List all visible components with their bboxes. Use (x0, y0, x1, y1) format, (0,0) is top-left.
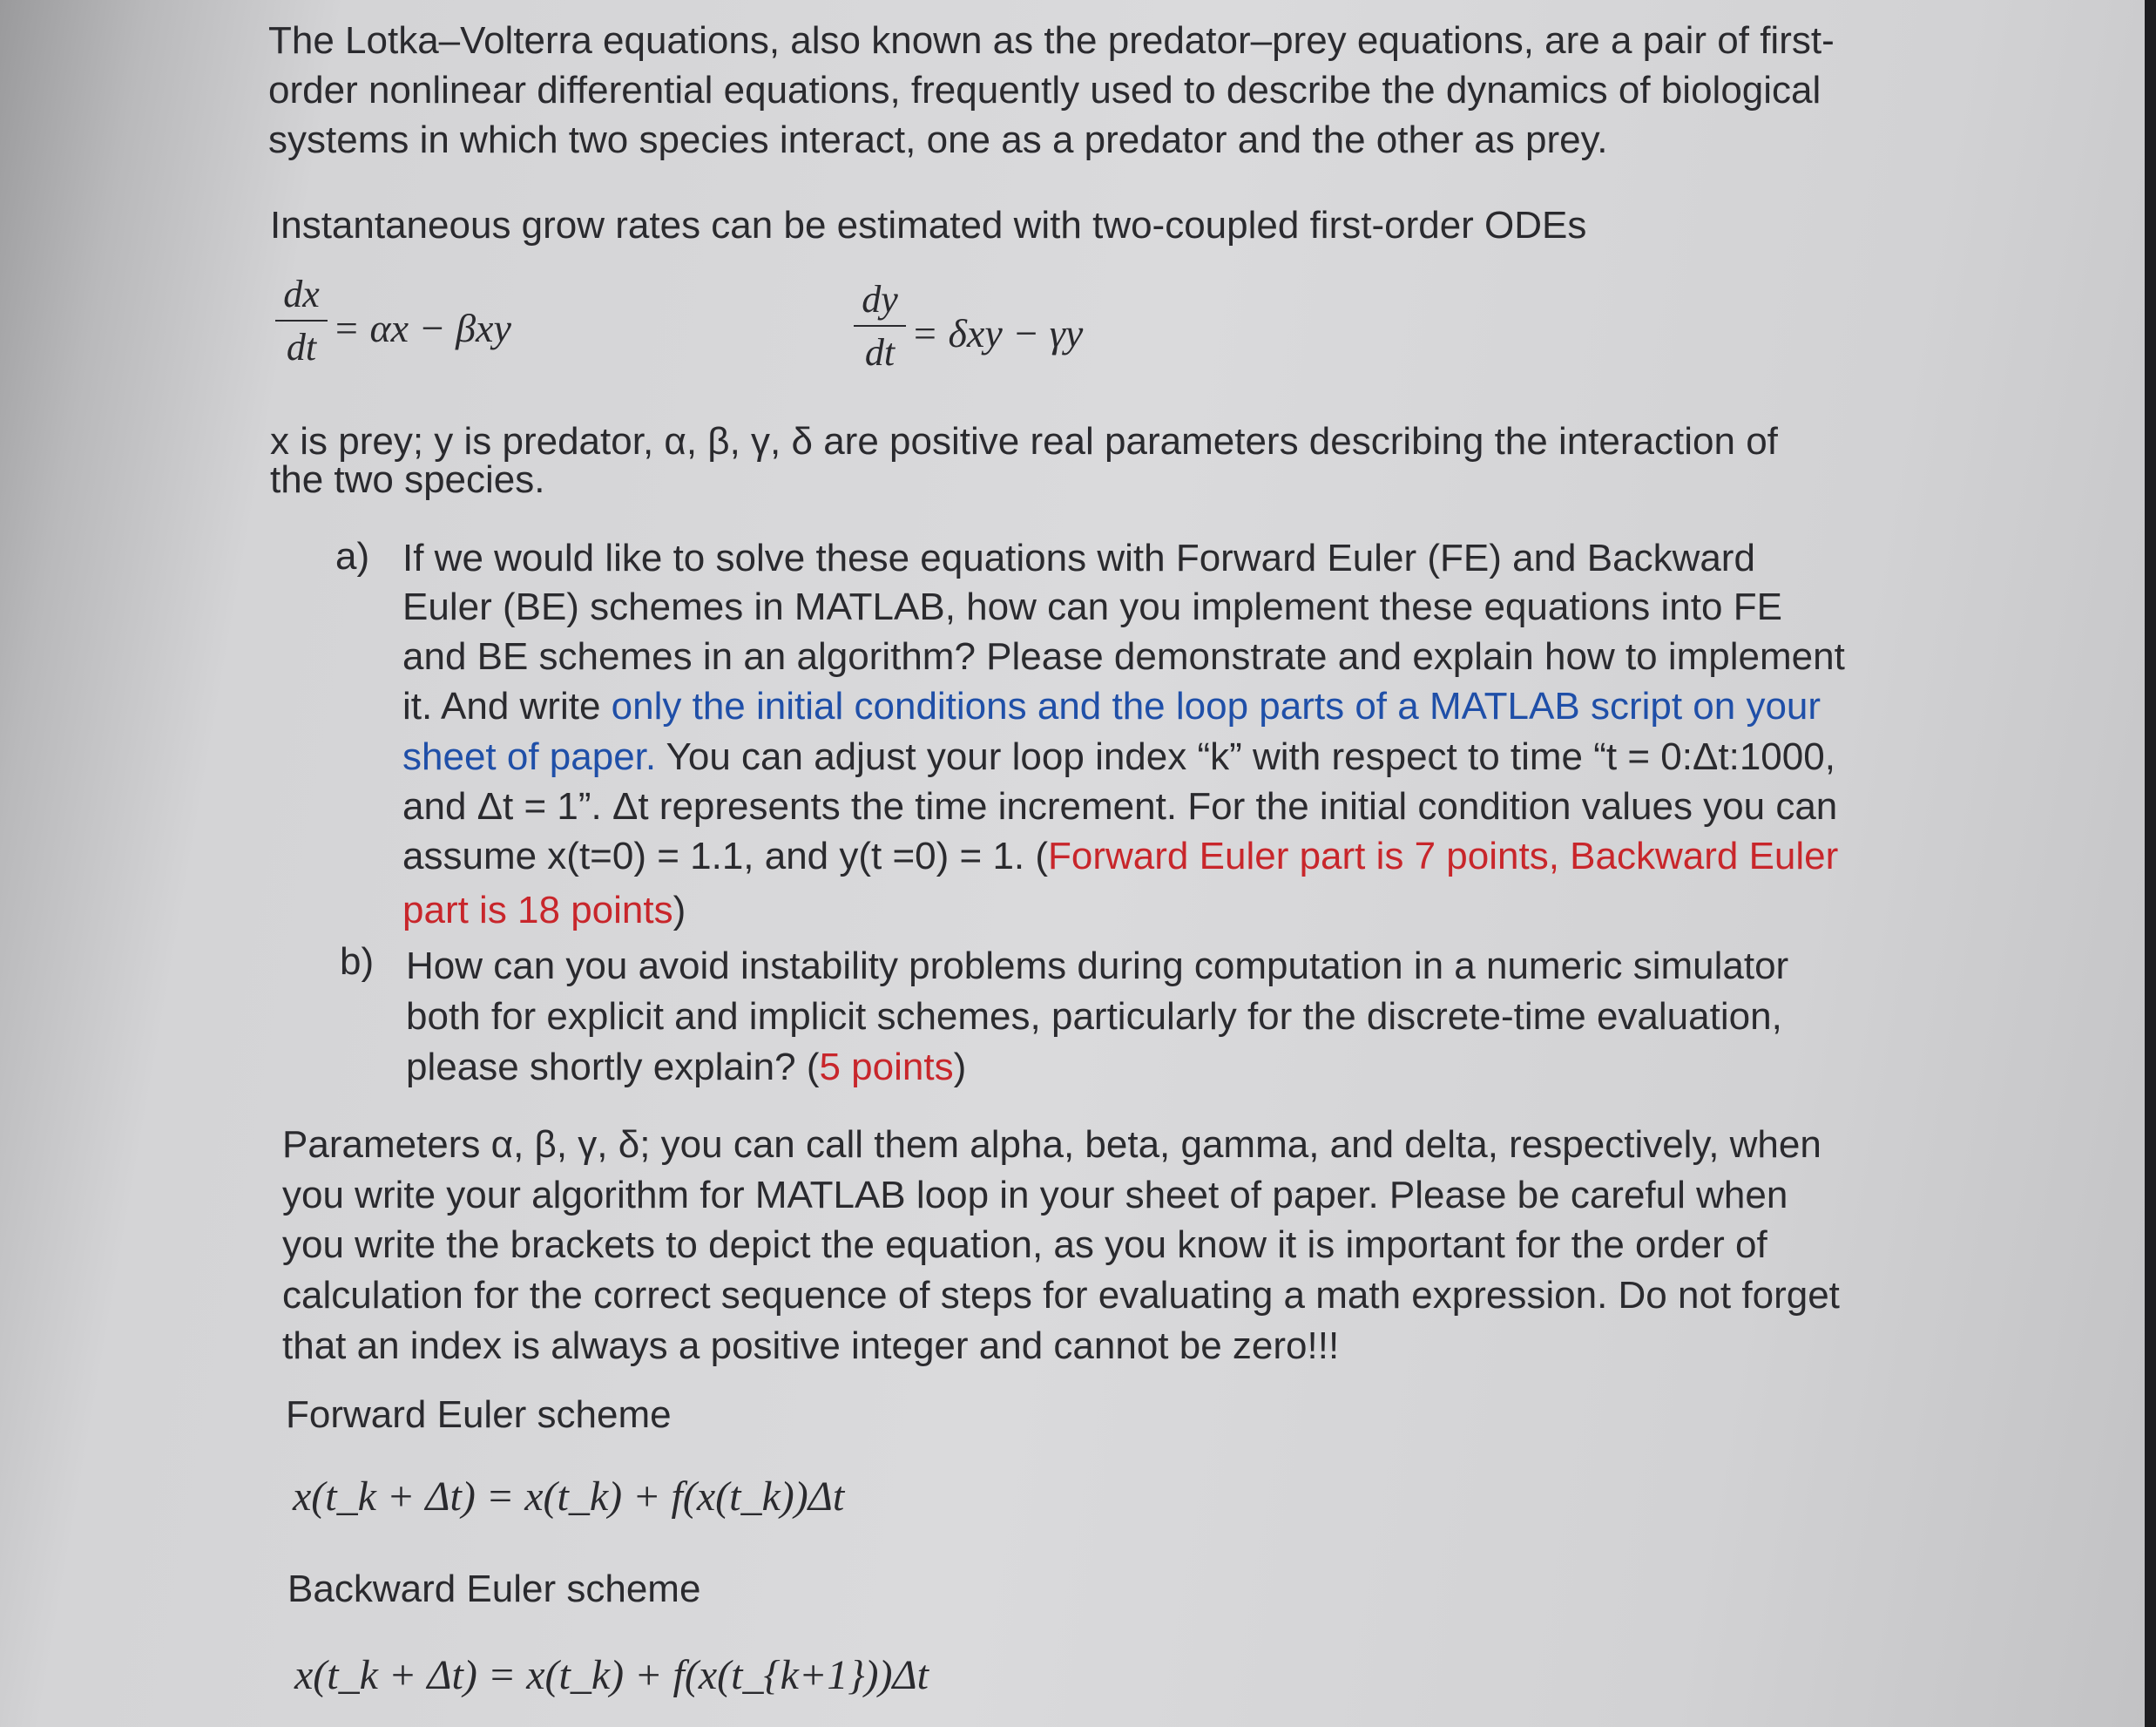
vars-line-2: the two species. (270, 458, 545, 501)
question-a-line-7 (402, 831, 1838, 881)
question-b-line-3-text: please shortly explain? ( (406, 1046, 820, 1088)
eq2-denominator: dt (864, 331, 896, 374)
question-a-line-8-close: ) (672, 889, 686, 931)
intro-line-2: order nonlinear differential equations, frequently used to describe the dynamics of biological (268, 69, 1821, 112)
params-line-5: that an index is always a positive integer and cannot be zero!!! (282, 1324, 1340, 1367)
question-a-line-4-text: it. And write (402, 685, 612, 728)
question-a-line-6: and Δt = 1”. Δt represents the time increment. For the initial condition values you can (402, 785, 1838, 828)
question-a-line-7-text: assume x(t=0) = 1.1, and y(t =0) = 1. ( (402, 835, 1049, 877)
vars-line-1: x is prey; y is predator, α, β, γ, δ are positive real parameters describing the interaction of (270, 420, 1778, 463)
question-a-line-5 (402, 732, 1835, 782)
forward-euler-equation: x(t_k + Δt) = x(t_k) + f(x(t_k))Δt (293, 1473, 845, 1520)
question-b-line-3 (406, 1042, 966, 1092)
question-a-points-red: Forward Euler part is 7 points, Backward Euler (1048, 835, 1839, 877)
question-a-line-2: Euler (BE) schemes in MATLAB, how can you implement these equations into FE (402, 586, 1782, 628)
question-a-highlight-blue: only the initial conditions and the loop parts of a MATLAB script on your (611, 685, 1821, 728)
question-a-highlight-blue-2: sheet of paper. (402, 735, 657, 778)
backward-euler-equation: x(t_k + Δt) = x(t_k) + f(x(t_{k+1}))Δt (294, 1652, 929, 1698)
eq1-numerator: dx (275, 272, 328, 322)
intro-line-1: The Lotka–Volterra equations, also known as the predator–prey equations, are a pair of first- (268, 19, 1835, 62)
params-line-4: calculation for the correct sequence of steps for evaluating a math expression. Do not forget (282, 1274, 1840, 1317)
question-b-line-3-close: ) (953, 1046, 967, 1088)
question-b-label: b) (340, 940, 375, 983)
question-b-line-2: both for explicit and implicit schemes, particularly for the discrete-time evaluation, (406, 995, 1782, 1038)
question-a-line-5-text: You can adjust your loop index “k” with respect to time “t = 0:Δt:1000, (656, 735, 1835, 778)
question-b-points-red: 5 points (819, 1046, 954, 1088)
params-line-1: Parameters α, β, γ, δ; you can call them alpha, beta, gamma, and delta, respectively, when (282, 1123, 1821, 1166)
eq1-fraction (275, 272, 328, 369)
question-a-line-4 (402, 681, 1821, 731)
question-a-line-8 (402, 885, 686, 935)
backward-euler-title: Backward Euler scheme (287, 1568, 701, 1610)
params-line-3: you write the brackets to depict the equation, as you know it is important for the order of (282, 1223, 1767, 1266)
intro-line-3: systems in which two species interact, one as a predator and the other as prey. (268, 119, 1608, 161)
question-a-points-red-2: part is 18 points (402, 889, 673, 931)
question-a-label: a) (335, 535, 370, 578)
eq1-rhs: = αx − βxy (333, 306, 511, 350)
eq2-rhs: = δxy − γy (911, 311, 1084, 356)
question-a-line-3: and BE schemes in an algorithm? Please demonstrate and explain how to implement (402, 635, 1845, 678)
eq2-numerator: dy (854, 277, 906, 327)
screen-edge (2145, 0, 2156, 1727)
eq1-denominator: dt (286, 326, 317, 369)
odes-lead-text: Instantaneous grow rates can be estimated with two-coupled first-order ODEs (270, 204, 1587, 247)
params-line-2: you write your algorithm for MATLAB loop in your sheet of paper. Please be careful when (282, 1174, 1788, 1216)
forward-euler-title: Forward Euler scheme (286, 1393, 672, 1436)
eq2-fraction (854, 277, 906, 375)
question-a-line-1: If we would like to solve these equations with Forward Euler (FE) and Backward (402, 537, 1755, 579)
question-b-line-1: How can you avoid instability problems during computation in a numeric simulator (406, 945, 1789, 987)
